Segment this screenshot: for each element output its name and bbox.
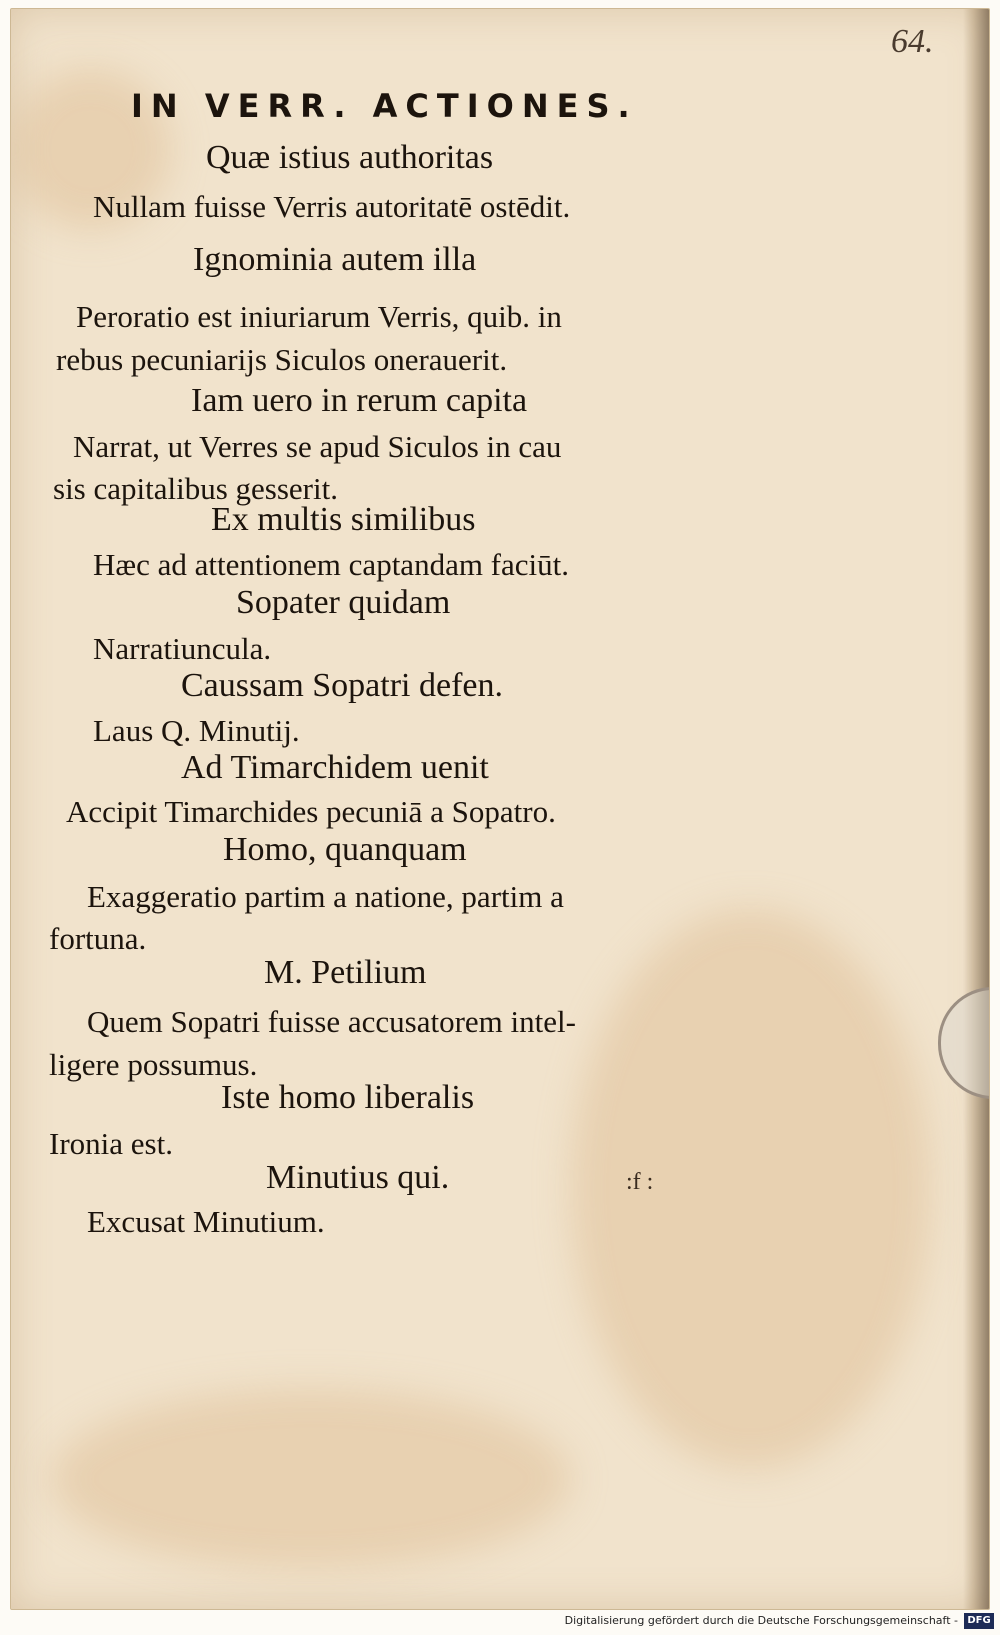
- text-line: Laus Q. Minutij.: [93, 713, 300, 748]
- text-line: rebus pecuniarijs Siculos onerauerit.: [56, 342, 508, 377]
- text-line: Accipit Timarchides pecuniā a Sopatro.: [66, 794, 556, 829]
- text-line: Nullam fuisse Verris autoritatē ostēdit.: [93, 189, 571, 224]
- book-page: [10, 8, 990, 1610]
- text-line: ligere possumus.: [49, 1047, 258, 1082]
- text-line: Peroratio est iniuriarum Verris, quib. in: [76, 299, 562, 334]
- text-line: Ironia est.: [49, 1126, 173, 1161]
- text-line: Excusat Minutium.: [87, 1204, 325, 1239]
- text-line: Ad Timarchidem uenit: [181, 749, 489, 786]
- book-clasp: [938, 987, 990, 1099]
- text-line: Ex multis similibus: [211, 501, 476, 538]
- text-line: Iam uero in rerum capita: [191, 382, 528, 419]
- text-line: Iste homo liberalis: [221, 1079, 475, 1116]
- water-stain: [51, 1389, 571, 1569]
- footer-credit: Digitalisierung gefördert durch die Deutsche Forschungsgemeinschaft -: [564, 1614, 958, 1627]
- page-number: 64.: [891, 23, 934, 60]
- page-edge-shadow: [963, 9, 989, 1609]
- text-line: Ignominia autem illa: [193, 241, 477, 278]
- text-line: sis capitalibus gesserit.: [53, 471, 338, 506]
- text-line: Caussam Sopatri defen.: [181, 667, 503, 704]
- text-line: Quem Sopatri fuisse accusatorem intel-: [87, 1004, 576, 1039]
- text-line: Quæ istius authoritas: [206, 139, 494, 176]
- text-line: Exaggeratio partim a natione, partim a: [87, 879, 564, 914]
- footer-bar: [0, 1610, 1000, 1635]
- water-stain: [571, 909, 931, 1469]
- running-header: IN VERR. ACTIONES.: [131, 87, 638, 125]
- text-line: Homo, quanquam: [223, 831, 467, 868]
- dfg-logo: DFG: [964, 1613, 994, 1629]
- text-line: Narratiuncula.: [93, 631, 272, 666]
- text-line: M. Petilium: [264, 954, 427, 991]
- text-line: Sopater quidam: [236, 584, 451, 621]
- text-line: fortuna.: [49, 921, 147, 956]
- text-line: Minutius qui.: [266, 1159, 450, 1196]
- text-line: Narrat, ut Verres se apud Siculos in cau: [73, 429, 562, 464]
- margin-marks: :f :: [626, 1169, 654, 1195]
- text-line: Hæc ad attentionem captandam faciūt.: [93, 547, 570, 582]
